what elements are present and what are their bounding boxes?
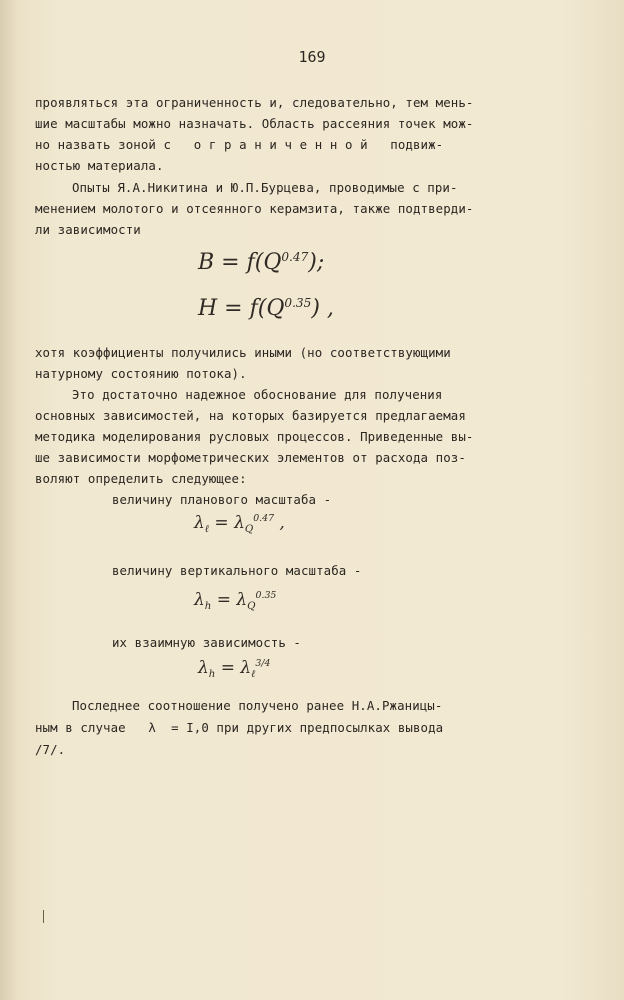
text-line: шие масштабы можно назначать. Область рассеяния точек мож-	[35, 116, 474, 131]
formula-vertical-scale: $\lambda_h = \lambda_Q^{0.35}$	[194, 590, 277, 612]
text-line: Это достаточно надежное обоснование для получения	[72, 387, 443, 402]
text-line: воляют определить следующее:	[35, 471, 247, 486]
text-line: методика моделирования русловых процессов. Приведенные вы-	[35, 429, 474, 444]
formula-b: $B = f(Q^{0.47})$;	[198, 249, 325, 275]
page-number: 169	[298, 48, 326, 66]
text-line: но назвать зоной с о г р а н и ч е н н о й подвиж-	[35, 137, 444, 152]
formula-plan-scale: $\lambda_\ell = \lambda_Q^{0.47}$ ,	[194, 513, 285, 535]
text-line: ше зависимости морфометрических элементов от расхода поз-	[35, 450, 466, 465]
text-line: ным в случае λ = I,0 при других предпосылках вывода	[35, 720, 444, 735]
text-line: величину планового масштаба -	[112, 492, 332, 507]
text-line: хотя коэффициенты получились иными (но соответствующими	[35, 345, 451, 360]
text-line: /7/.	[35, 742, 66, 757]
text-line: менением молотого и отсеянного керамзита, также подтверди-	[35, 201, 474, 216]
text-line: натурному состоянию потока).	[35, 366, 247, 381]
text-line: Опыты Я.А.Никитина и Ю.П.Бурцева, проводимые с при-	[72, 180, 458, 195]
text-line: их взаимную зависимость -	[112, 635, 301, 650]
formula-h: $H = f(Q^{0.35})$ ,	[198, 295, 334, 321]
formula-mutual-dependence: $\lambda_h = \lambda_\ell^{3/4}$	[198, 658, 271, 680]
text-line: Последнее соотношение получено ранее Н.А.Ржаницы-	[72, 698, 443, 713]
text-line: ли зависимости	[35, 222, 141, 237]
text-line: основных зависимостей, на которых базируется предлагаемая	[35, 408, 466, 423]
margin-mark	[43, 910, 44, 923]
text-line: ностью материала.	[35, 158, 164, 173]
text-line: величину вертикального масштаба -	[112, 563, 362, 578]
text-line: проявляться эта ограниченность и, следовательно, тем мень-	[35, 95, 474, 110]
